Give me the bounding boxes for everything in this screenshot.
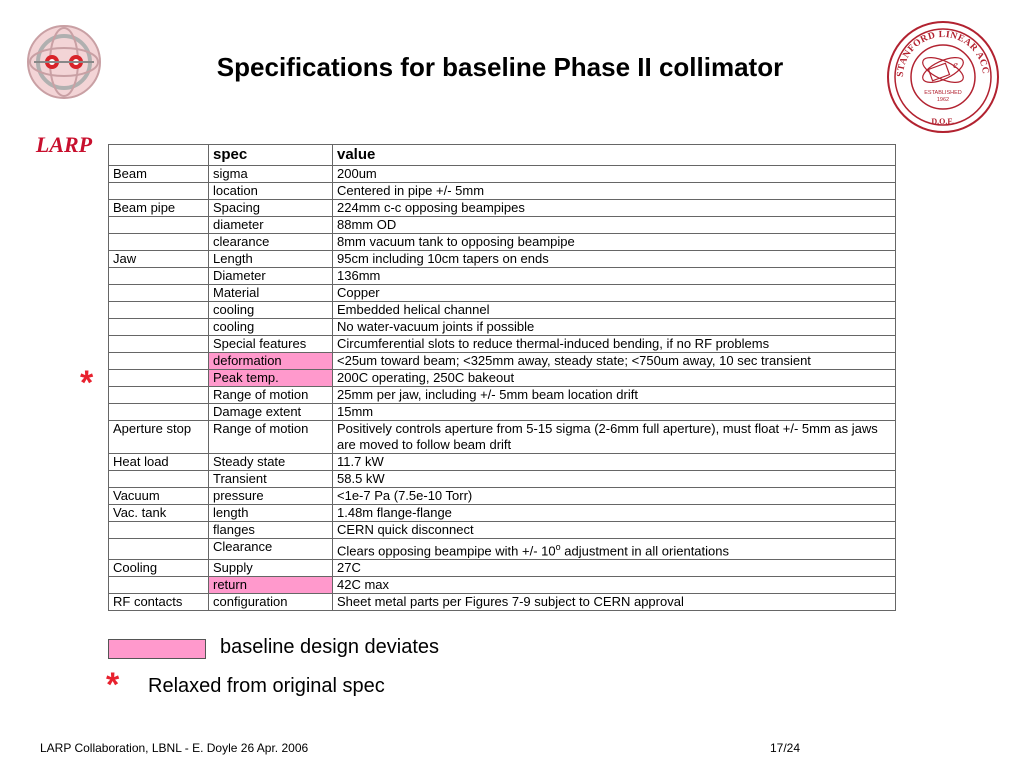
category-cell — [109, 471, 209, 488]
spec-cell: cooling — [209, 302, 333, 319]
table-row — [109, 594, 896, 611]
spec-cell: Material — [209, 285, 333, 302]
spec-cell: diameter — [209, 217, 333, 234]
category-cell — [109, 577, 209, 594]
table-row — [109, 522, 896, 539]
category-cell — [109, 353, 209, 370]
table-row — [109, 200, 896, 217]
value-cell: <1e-7 Pa (7.5e-10 Torr) — [333, 488, 896, 505]
spec-cell: return — [209, 577, 333, 594]
seal-year-text: 1962 — [936, 97, 950, 103]
spec-cell: configuration — [209, 594, 333, 611]
table-row — [109, 505, 896, 522]
value-cell: Copper — [333, 285, 896, 302]
spec-cell: length — [209, 505, 333, 522]
seal-established-text: ESTABLISHED — [924, 90, 962, 96]
value-cell: 11.7 kW — [333, 454, 896, 471]
slac-seal — [886, 20, 1000, 134]
spec-cell: Diameter — [209, 268, 333, 285]
spec-cell: location — [209, 183, 333, 200]
category-cell — [109, 183, 209, 200]
category-cell — [109, 302, 209, 319]
category-cell: RF contacts — [109, 594, 209, 611]
value-text: adjustment in all orientations — [560, 543, 729, 559]
value-cell: 200um — [333, 166, 896, 183]
header-category — [109, 145, 209, 166]
category-cell — [109, 522, 209, 539]
table-row — [109, 454, 896, 471]
seal-ring-top-text: STANFORD LINEAR ACC — [895, 29, 991, 78]
value-cell: CERN quick disconnect — [333, 522, 896, 539]
spec-cell: Supply — [209, 560, 333, 577]
spec-cell: Clearance — [209, 539, 333, 560]
spec-cell: Transient — [209, 471, 333, 488]
spec-cell: cooling — [209, 319, 333, 336]
table-row — [109, 217, 896, 234]
header-value: value — [333, 145, 896, 166]
table-row — [109, 268, 896, 285]
category-cell — [109, 319, 209, 336]
table-row — [109, 166, 896, 183]
value-cell: Positively controls aperture from 5-15 sigma (2-6mm full aperture), must float +/- 5mm as jaws are moved to follow beam drift — [333, 421, 896, 454]
category-cell — [109, 234, 209, 251]
category-cell: Beam — [109, 166, 209, 183]
value-cell: Embedded helical channel — [333, 302, 896, 319]
slac-seal-icon — [886, 20, 1000, 134]
relaxed-legend-label: Relaxed from original spec — [148, 675, 385, 697]
value-cell: 95cm including 10cm tapers on ends — [333, 251, 896, 268]
table-row — [109, 183, 896, 200]
value-cell: 1.48m flange-flange — [333, 505, 896, 522]
category-cell — [109, 539, 209, 560]
seal-ring-bottom-text: D.O.E. — [931, 117, 955, 126]
table-row — [109, 336, 896, 353]
degree-superscript: o — [555, 542, 561, 552]
value-cell: 27C — [333, 560, 896, 577]
table-row — [109, 539, 896, 560]
asterisk-marker: * — [80, 364, 94, 402]
category-cell — [109, 217, 209, 234]
value-text: Clears opposing beampipe with +/- 10 — [337, 543, 556, 559]
category-cell: Jaw — [109, 251, 209, 268]
category-cell — [109, 268, 209, 285]
value-cell: 42C max — [333, 577, 896, 594]
spec-table-body — [109, 166, 896, 611]
value-cell: 58.5 kW — [333, 471, 896, 488]
category-cell — [109, 285, 209, 302]
table-row — [109, 387, 896, 404]
table-row — [109, 488, 896, 505]
spec-cell: Spacing — [209, 200, 333, 217]
table-row — [109, 370, 896, 387]
category-cell — [109, 387, 209, 404]
spec-cell: Range of motion — [209, 421, 333, 454]
page-number: 17/24 — [770, 741, 801, 755]
table-row — [109, 234, 896, 251]
value-cell: Circumferential slots to reduce thermal-induced bending, if no RF problems — [333, 336, 896, 353]
category-cell: Cooling — [109, 560, 209, 577]
table-row — [109, 560, 896, 577]
slide-title: Specifications for baseline Phase II collimator — [216, 52, 784, 82]
spec-cell: deformation — [209, 353, 333, 370]
table-row — [109, 319, 896, 336]
category-cell — [109, 370, 209, 387]
category-cell — [109, 404, 209, 421]
value-cell: 224mm c-c opposing beampipes — [333, 200, 896, 217]
table-row — [109, 251, 896, 268]
table-row — [109, 285, 896, 302]
spec-cell: clearance — [209, 234, 333, 251]
category-cell — [109, 336, 209, 353]
spec-cell: Damage extent — [209, 404, 333, 421]
spec-cell: Range of motion — [209, 387, 333, 404]
value-cell: <25um toward beam; <325mm away, steady state; <750um away, 10 sec transient — [333, 353, 896, 370]
value-cell: 8mm vacuum tank to opposing beampipe — [333, 234, 896, 251]
table-header-row — [109, 145, 896, 166]
category-cell: Beam pipe — [109, 200, 209, 217]
svg-text:e: e — [953, 59, 958, 71]
value-cell: 25mm per jaw, including +/- 5mm beam location drift — [333, 387, 896, 404]
value-cell: 88mm OD — [333, 217, 896, 234]
legend-asterisk: * — [106, 666, 120, 704]
deviates-legend-label: baseline design deviates — [220, 636, 440, 658]
footer-credit: LARP Collaboration, LBNL - E. Doyle 26 Apr. 2006 — [40, 741, 309, 755]
header-spec: spec — [209, 145, 333, 166]
value-cell: No water-vacuum joints if possible — [333, 319, 896, 336]
category-cell: Heat load — [109, 454, 209, 471]
deviates-legend-swatch — [108, 639, 206, 659]
spec-cell: Special features — [209, 336, 333, 353]
spec-cell: Peak temp. — [209, 370, 333, 387]
value-cell: 200C operating, 250C bakeout — [333, 370, 896, 387]
value-cell: 15mm — [333, 404, 896, 421]
category-cell: Aperture stop — [109, 421, 209, 454]
spec-cell: Length — [209, 251, 333, 268]
category-cell: Vacuum — [109, 488, 209, 505]
table-row — [109, 421, 896, 454]
spec-cell: flanges — [209, 522, 333, 539]
table-row — [109, 302, 896, 319]
value-cell: 136mm — [333, 268, 896, 285]
table-row — [109, 577, 896, 594]
value-cell: Sheet metal parts per Figures 7-9 subject to CERN approval — [333, 594, 896, 611]
table-row — [109, 404, 896, 421]
spec-cell: Steady state — [209, 454, 333, 471]
spec-cell: sigma — [209, 166, 333, 183]
value-cell — [333, 539, 896, 560]
table-row — [109, 471, 896, 488]
category-cell: Vac. tank — [109, 505, 209, 522]
table-row — [109, 353, 896, 370]
spec-cell: pressure — [209, 488, 333, 505]
value-cell: Centered in pipe +/- 5mm — [333, 183, 896, 200]
spec-table — [108, 144, 896, 611]
larp-logo-text: LARP — [35, 132, 93, 157]
